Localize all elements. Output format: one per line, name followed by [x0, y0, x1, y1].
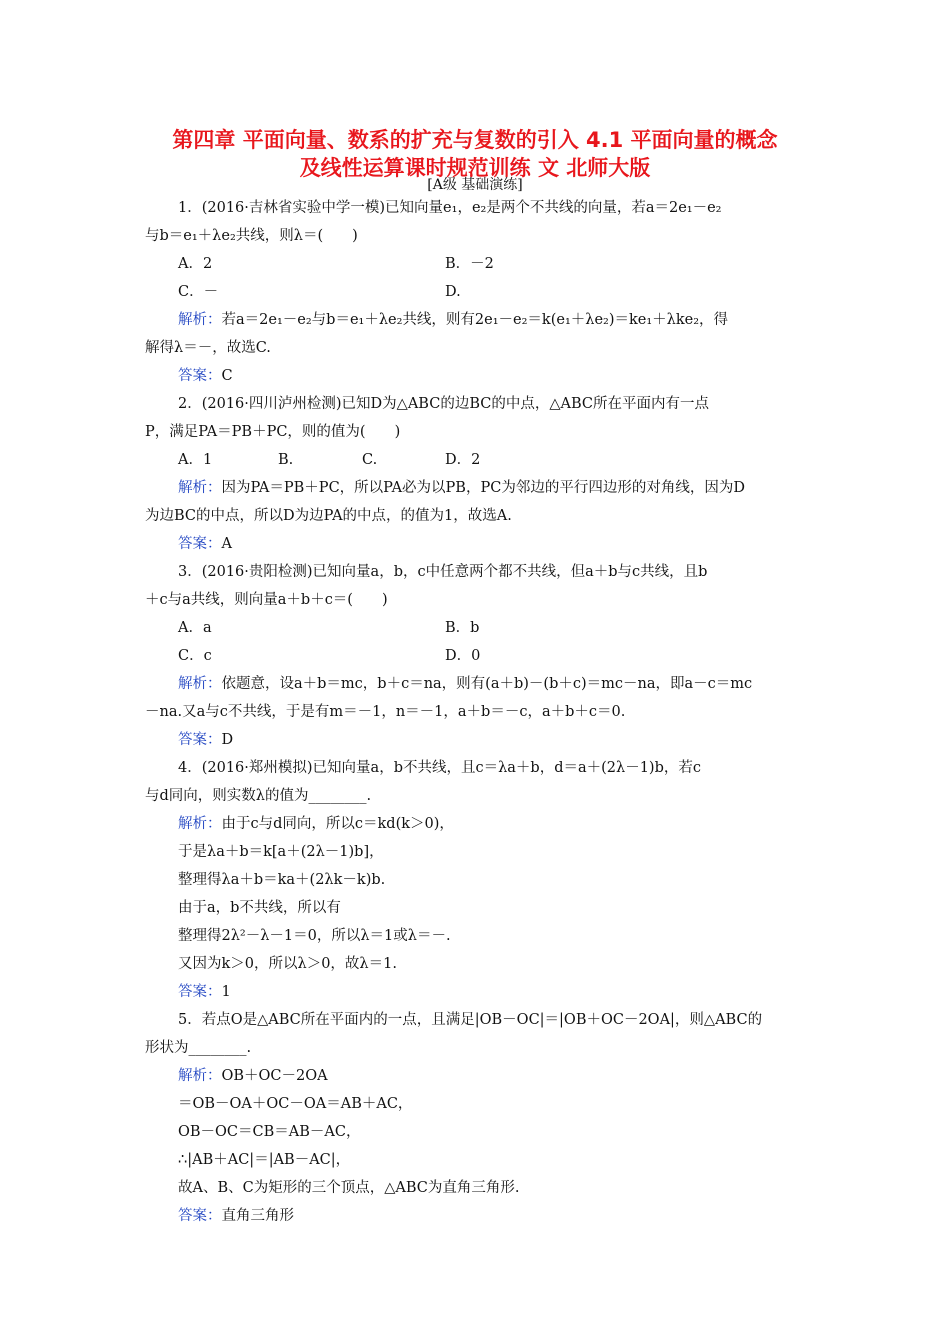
problem-3-option-a: A．a [178, 620, 212, 636]
problem-3-option-b: B．b [445, 620, 480, 636]
analysis-label: 解析： [178, 480, 222, 496]
problem-4-line-1: 4．(2016·郑州模拟)已知向量a，b不共线，且c＝λa＋b，d＝a＋(2λ－1)b，若c [178, 760, 701, 776]
problem-2-option-d: D．2 [445, 452, 481, 468]
problem-3-analysis-line-1: 解析：依题意，设a＋b＝mc，b＋c＝na，则有(a＋b)－(b＋c)＝mc－na，即a－c＝mc [178, 676, 753, 692]
problem-2-line-1: 2．(2016·四川泸州检测)已知D为△ABC的边BC的中点，△ABC所在平面内有一点 [178, 396, 709, 412]
answer-label: 答案： [178, 536, 222, 552]
problem-1-analysis-line-2: 解得λ＝－，故选C. [145, 340, 271, 356]
problem-1-line-1: 1．(2016·吉林省实验中学一模)已知向量e₁，e₂是两个不共线的向量，若a＝2e₁－e₂ [178, 200, 722, 216]
problem-3-option-c: C．c [178, 648, 212, 664]
doc-title-line2: 及线性运算课时规范训练 文 北师大版 [299, 156, 651, 180]
problem-5-line-2: 形状为________. [145, 1040, 252, 1056]
problem-1-answer: 答案：C [178, 368, 233, 384]
problem-4-analysis-line-5: 整理得2λ²－λ－1＝0，所以λ＝1或λ＝－. [178, 928, 451, 944]
problem-1-option-b: B．－2 [445, 256, 494, 272]
problem-3-answer: 答案：D [178, 732, 234, 748]
problem-1-option-c: C．－ [178, 284, 219, 300]
answer-label: 答案： [178, 368, 222, 384]
problem-2-analysis-line-2: 为边BC的中点，所以D为边PA的中点，的值为1，故选A. [145, 508, 512, 524]
problem-5-analysis-line-3: OB－OC＝CB＝AB－AC， [178, 1124, 361, 1140]
problem-4-analysis-line-1: 解析：由于c与d同向，所以c＝kd(k＞0)， [178, 816, 454, 832]
analysis-label: 解析： [178, 312, 222, 328]
problem-2-option-a: A．1 [178, 452, 213, 468]
problem-5-analysis-line-2: ＝OB－OA＋OC－OA＝AB＋AC， [178, 1096, 413, 1112]
problem-4-analysis-line-4: 由于a，b不共线，所以有 [178, 900, 341, 916]
answer-label: 答案： [178, 1208, 222, 1224]
problem-4-answer: 答案：1 [178, 984, 231, 1000]
problem-2-option-c: C. [362, 452, 378, 468]
problem-1-line-2: 与b＝e₁＋λe₂共线，则λ＝( ) [145, 228, 358, 244]
analysis-label: 解析： [178, 816, 222, 832]
problem-5-answer: 答案：直角三角形 [178, 1208, 294, 1224]
problem-2-option-b: B. [278, 452, 294, 468]
problem-2-answer: 答案：A [178, 536, 232, 552]
answer-label: 答案： [178, 984, 222, 1000]
problem-5-line-1: 5．若点O是△ABC所在平面内的一点，且满足|OB－OC|＝|OB＋OC－2OA|，则△ABC的 [178, 1012, 763, 1028]
doc-title-line1: 第四章 平面向量、数系的扩充与复数的引入 4.1 平面向量的概念 [172, 128, 778, 152]
problem-4-analysis-line-6: 又因为k＞0，所以λ＞0，故λ＝1. [178, 956, 397, 972]
problem-5-analysis-line-5: 故A、B、C为矩形的三个顶点，△ABC为直角三角形. [178, 1180, 520, 1196]
problem-2-line-2: P，满足PA＝PB＋PC，则的值为( ) [145, 424, 401, 440]
answer-label: 答案： [178, 732, 222, 748]
problem-3-line-1: 3．(2016·贵阳检测)已知向量a，b，c中任意两个都不共线，但a＋b与c共线，且b [178, 564, 708, 580]
section-subtitle: [A级 基础演练] [427, 177, 523, 193]
problem-4-analysis-line-2: 于是λa＋b＝k[a＋(2λ－1)b]， [178, 844, 384, 860]
problem-3-analysis-line-2: －na.又a与c不共线，于是有m＝－1，n＝－1，a＋b＝－c，a＋b＋c＝0. [145, 704, 626, 720]
problem-1-option-d: D. [445, 284, 461, 300]
problem-4-line-2: 与d同向，则实数λ的值为________. [145, 788, 372, 804]
problem-1-option-a: A．2 [178, 256, 213, 272]
problem-1-analysis-line-1: 解析：若a＝2e₁－e₂与b＝e₁＋λe₂共线，则有2e₁－e₂＝k(e₁＋λe₂)＝ke₁＋λke₂，得 [178, 312, 729, 328]
problem-3-line-2: ＋c与a共线，则向量a＋b＋c＝( ) [145, 592, 388, 608]
problem-5-analysis-line-1: 解析：OB＋OC－2OA [178, 1068, 328, 1084]
analysis-label: 解析： [178, 676, 222, 692]
problem-3-option-d: D．0 [445, 648, 481, 664]
problem-2-analysis-line-1: 解析：因为PA＝PB＋PC，所以PA必为以PB，PC为邻边的平行四边形的对角线，因为D [178, 480, 745, 496]
analysis-label: 解析： [178, 1068, 222, 1084]
problem-4-analysis-line-3: 整理得λa＋b＝ka＋(2λk－k)b. [178, 872, 386, 888]
problem-5-analysis-line-4: ∴|AB＋AC|＝|AB－AC|， [178, 1152, 351, 1168]
